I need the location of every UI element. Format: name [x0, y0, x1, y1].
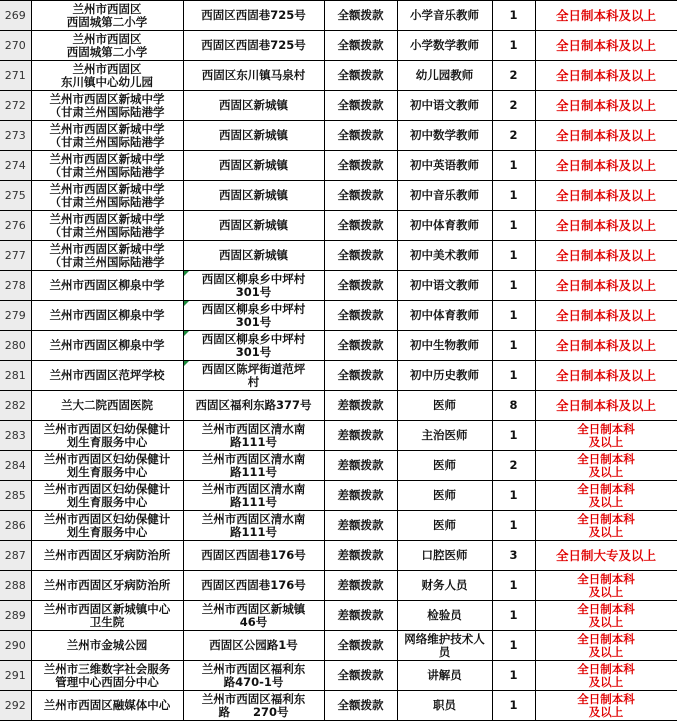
education-requirement-cell: 全日制本科及以上 [535, 271, 677, 301]
unit-name-cell: 兰州市西固区新城中学 （甘肃兰州国际陆港学 [31, 121, 183, 151]
education-requirement-cell: 全日制大专及以上 [535, 541, 677, 571]
education-requirement-cell: 全日制本科及以上 [535, 331, 677, 361]
unit-name-cell: 兰州市西固区 西固城第二小学 [31, 1, 183, 31]
position-cell: 初中英语教师 [397, 151, 492, 181]
position-cell: 医师 [397, 391, 492, 421]
address-cell: 西固区陈坪街道范坪 村 [183, 361, 324, 391]
row-number: 276 [0, 211, 31, 241]
table-row [0, 571, 677, 601]
headcount-cell: 1 [492, 211, 535, 241]
headcount-cell: 1 [492, 421, 535, 451]
address-cell: 西固区新城镇 [183, 121, 324, 151]
unit-name-cell: 兰州市西固区 西固城第二小学 [31, 31, 183, 61]
row-number: 270 [0, 31, 31, 61]
education-requirement-cell: 全日制本科 及以上 [535, 511, 677, 541]
funding-type-cell: 全额拨款 [324, 271, 397, 301]
row-number: 274 [0, 151, 31, 181]
address-cell: 西固区柳泉乡中坪村 301号 [183, 301, 324, 331]
education-requirement-cell: 全日制本科 及以上 [535, 421, 677, 451]
row-number: 269 [0, 1, 31, 31]
position-cell: 初中体育教师 [397, 211, 492, 241]
unit-name-cell: 兰州市西固区妇幼保健计 划生育服务中心 [31, 451, 183, 481]
funding-type-cell: 全额拨款 [324, 661, 397, 691]
position-cell: 初中数学教师 [397, 121, 492, 151]
position-cell: 初中语文教师 [397, 91, 492, 121]
row-number: 275 [0, 181, 31, 211]
funding-type-cell: 全额拨款 [324, 691, 397, 721]
address-cell: 西固区新城镇 [183, 211, 324, 241]
headcount-cell: 3 [492, 541, 535, 571]
headcount-cell: 1 [492, 481, 535, 511]
row-number: 283 [0, 421, 31, 451]
row-number: 288 [0, 571, 31, 601]
position-cell: 主治医师 [397, 421, 492, 451]
address-cell: 兰州市西固区清水南 路111号 [183, 421, 324, 451]
position-cell: 医师 [397, 481, 492, 511]
table-row [0, 331, 677, 361]
position-cell: 初中历史教师 [397, 361, 492, 391]
headcount-cell: 1 [492, 571, 535, 601]
position-cell: 初中体育教师 [397, 301, 492, 331]
unit-name-cell: 兰州市三维数字社会服务 管理中心西固分中心 [31, 661, 183, 691]
headcount-cell: 1 [492, 361, 535, 391]
education-requirement-cell: 全日制本科及以上 [535, 211, 677, 241]
education-requirement-cell: 全日制本科 及以上 [535, 661, 677, 691]
funding-type-cell: 差额拨款 [324, 511, 397, 541]
address-cell: 兰州市西固区福利东 路470-1号 [183, 661, 324, 691]
education-requirement-cell: 全日制本科及以上 [535, 91, 677, 121]
education-requirement-cell: 全日制本科及以上 [535, 151, 677, 181]
headcount-cell: 1 [492, 151, 535, 181]
funding-type-cell: 全额拨款 [324, 331, 397, 361]
row-number: 272 [0, 91, 31, 121]
address-cell: 西固区新城镇 [183, 181, 324, 211]
funding-type-cell: 差额拨款 [324, 601, 397, 631]
table-row [0, 481, 677, 511]
position-cell: 小学音乐教师 [397, 1, 492, 31]
table-row [0, 361, 677, 391]
unit-name-cell: 兰州市西固区柳泉中学 [31, 301, 183, 331]
unit-name-cell: 兰州市西固区新城中学 （甘肃兰州国际陆港学 [31, 151, 183, 181]
education-requirement-cell: 全日制本科及以上 [535, 31, 677, 61]
unit-name-cell: 兰州市西固区新城中学 （甘肃兰州国际陆港学 [31, 181, 183, 211]
position-cell: 医师 [397, 451, 492, 481]
table-row [0, 451, 677, 481]
position-cell: 检验员 [397, 601, 492, 631]
row-number: 286 [0, 511, 31, 541]
unit-name-cell: 兰州市西固区柳泉中学 [31, 271, 183, 301]
table-row [0, 301, 677, 331]
unit-name-cell: 兰州市西固区妇幼保健计 划生育服务中心 [31, 511, 183, 541]
table-row [0, 151, 677, 181]
position-cell: 初中美术教师 [397, 241, 492, 271]
headcount-cell: 1 [492, 181, 535, 211]
funding-type-cell: 全额拨款 [324, 91, 397, 121]
table-body [0, 1, 677, 721]
headcount-cell: 1 [492, 31, 535, 61]
headcount-cell: 1 [492, 331, 535, 361]
table-row [0, 691, 677, 721]
headcount-cell: 1 [492, 511, 535, 541]
headcount-cell: 1 [492, 631, 535, 661]
unit-name-cell: 兰州市西固区妇幼保健计 划生育服务中心 [31, 481, 183, 511]
funding-type-cell: 差额拨款 [324, 541, 397, 571]
education-requirement-cell: 全日制本科及以上 [535, 61, 677, 91]
headcount-cell: 1 [492, 601, 535, 631]
headcount-cell: 1 [492, 241, 535, 271]
position-cell: 财务人员 [397, 571, 492, 601]
unit-name-cell: 兰州市金城公园 [31, 631, 183, 661]
education-requirement-cell: 全日制本科 及以上 [535, 691, 677, 721]
table-row [0, 61, 677, 91]
funding-type-cell: 全额拨款 [324, 241, 397, 271]
funding-type-cell: 全额拨款 [324, 121, 397, 151]
education-requirement-cell: 全日制本科 及以上 [535, 481, 677, 511]
position-cell: 职员 [397, 691, 492, 721]
funding-type-cell: 差额拨款 [324, 571, 397, 601]
funding-type-cell: 全额拨款 [324, 631, 397, 661]
address-cell: 西固区西固巷725号 [183, 31, 324, 61]
position-cell: 医师 [397, 511, 492, 541]
address-cell: 兰州市西固区福利东 路 270号 [183, 691, 324, 721]
education-requirement-cell: 全日制本科及以上 [535, 241, 677, 271]
education-requirement-cell: 全日制本科及以上 [535, 181, 677, 211]
table-row [0, 181, 677, 211]
address-cell: 西固区新城镇 [183, 91, 324, 121]
address-cell: 西固区西固巷176号 [183, 541, 324, 571]
funding-type-cell: 差额拨款 [324, 451, 397, 481]
headcount-cell: 2 [492, 91, 535, 121]
table-row [0, 391, 677, 421]
position-cell: 初中生物教师 [397, 331, 492, 361]
education-requirement-cell: 全日制本科及以上 [535, 361, 677, 391]
row-number: 280 [0, 331, 31, 361]
headcount-cell: 1 [492, 691, 535, 721]
address-cell: 兰州市西固区新城镇 46号 [183, 601, 324, 631]
position-cell: 初中音乐教师 [397, 181, 492, 211]
row-number: 277 [0, 241, 31, 271]
row-number: 271 [0, 61, 31, 91]
address-cell: 兰州市西固区清水南 路111号 [183, 511, 324, 541]
headcount-cell: 1 [492, 1, 535, 31]
table-row [0, 211, 677, 241]
table-row [0, 271, 677, 301]
funding-type-cell: 全额拨款 [324, 301, 397, 331]
row-number: 278 [0, 271, 31, 301]
education-requirement-cell: 全日制本科及以上 [535, 301, 677, 331]
funding-type-cell: 全额拨款 [324, 181, 397, 211]
row-number: 290 [0, 631, 31, 661]
table-row [0, 631, 677, 661]
position-cell: 讲解员 [397, 661, 492, 691]
row-number: 285 [0, 481, 31, 511]
row-number: 291 [0, 661, 31, 691]
unit-name-cell: 兰州市西固区牙病防治所 [31, 571, 183, 601]
unit-name-cell: 兰州市西固区融媒体中心 [31, 691, 183, 721]
address-cell: 西固区公园路1号 [183, 631, 324, 661]
row-number: 289 [0, 601, 31, 631]
unit-name-cell: 兰州市西固区 东川镇中心幼儿园 [31, 61, 183, 91]
row-number: 273 [0, 121, 31, 151]
education-requirement-cell: 全日制本科 及以上 [535, 571, 677, 601]
address-cell: 西固区柳泉乡中坪村 301号 [183, 271, 324, 301]
row-number: 284 [0, 451, 31, 481]
unit-name-cell: 兰大二院西固医院 [31, 391, 183, 421]
row-number: 279 [0, 301, 31, 331]
funding-type-cell: 全额拨款 [324, 151, 397, 181]
address-cell: 西固区柳泉乡中坪村 301号 [183, 331, 324, 361]
table-row [0, 121, 677, 151]
address-cell: 西固区新城镇 [183, 151, 324, 181]
unit-name-cell: 兰州市西固区新城中学 （甘肃兰州国际陆港学 [31, 241, 183, 271]
unit-name-cell: 兰州市西固区范坪学校 [31, 361, 183, 391]
education-requirement-cell: 全日制本科 及以上 [535, 601, 677, 631]
funding-type-cell: 全额拨款 [324, 31, 397, 61]
unit-name-cell: 兰州市西固区新城镇中心 卫生院 [31, 601, 183, 631]
unit-name-cell: 兰州市西固区柳泉中学 [31, 331, 183, 361]
table-row [0, 241, 677, 271]
funding-type-cell: 全额拨款 [324, 361, 397, 391]
headcount-cell: 8 [492, 391, 535, 421]
unit-name-cell: 兰州市西固区妇幼保健计 划生育服务中心 [31, 421, 183, 451]
address-cell: 兰州市西固区清水南 路111号 [183, 451, 324, 481]
row-number: 282 [0, 391, 31, 421]
address-cell: 西固区福利东路377号 [183, 391, 324, 421]
position-cell: 口腔医师 [397, 541, 492, 571]
table-row [0, 31, 677, 61]
headcount-cell: 2 [492, 121, 535, 151]
position-cell: 小学数学教师 [397, 31, 492, 61]
address-cell: 西固区东川镇马泉村 [183, 61, 324, 91]
unit-name-cell: 兰州市西固区新城中学 （甘肃兰州国际陆港学 [31, 91, 183, 121]
headcount-cell: 1 [492, 301, 535, 331]
funding-type-cell: 差额拨款 [324, 481, 397, 511]
funding-type-cell: 全额拨款 [324, 211, 397, 241]
headcount-cell: 2 [492, 61, 535, 91]
address-cell: 西固区西固巷176号 [183, 571, 324, 601]
headcount-cell: 1 [492, 661, 535, 691]
position-cell: 幼儿园教师 [397, 61, 492, 91]
education-requirement-cell: 全日制本科 及以上 [535, 451, 677, 481]
headcount-cell: 2 [492, 451, 535, 481]
funding-type-cell: 差额拨款 [324, 421, 397, 451]
row-number: 292 [0, 691, 31, 721]
funding-type-cell: 全额拨款 [324, 61, 397, 91]
unit-name-cell: 兰州市西固区牙病防治所 [31, 541, 183, 571]
address-cell: 西固区新城镇 [183, 241, 324, 271]
row-number: 281 [0, 361, 31, 391]
table-row [0, 1, 677, 31]
headcount-cell: 1 [492, 271, 535, 301]
unit-name-cell: 兰州市西固区新城中学 （甘肃兰州国际陆港学 [31, 211, 183, 241]
table-row [0, 541, 677, 571]
address-cell: 西固区西固巷725号 [183, 1, 324, 31]
education-requirement-cell: 全日制本科 及以上 [535, 631, 677, 661]
table-row [0, 91, 677, 121]
address-cell: 兰州市西固区清水南 路111号 [183, 481, 324, 511]
education-requirement-cell: 全日制本科及以上 [535, 1, 677, 31]
table-row [0, 421, 677, 451]
education-requirement-cell: 全日制本科及以上 [535, 121, 677, 151]
position-cell: 网络维护技术人 员 [397, 631, 492, 661]
position-cell: 初中语文教师 [397, 271, 492, 301]
table-row [0, 511, 677, 541]
table-row [0, 601, 677, 631]
funding-type-cell: 差额拨款 [324, 391, 397, 421]
table-row [0, 661, 677, 691]
education-requirement-cell: 全日制本科及以上 [535, 391, 677, 421]
funding-type-cell: 全额拨款 [324, 1, 397, 31]
row-number: 287 [0, 541, 31, 571]
